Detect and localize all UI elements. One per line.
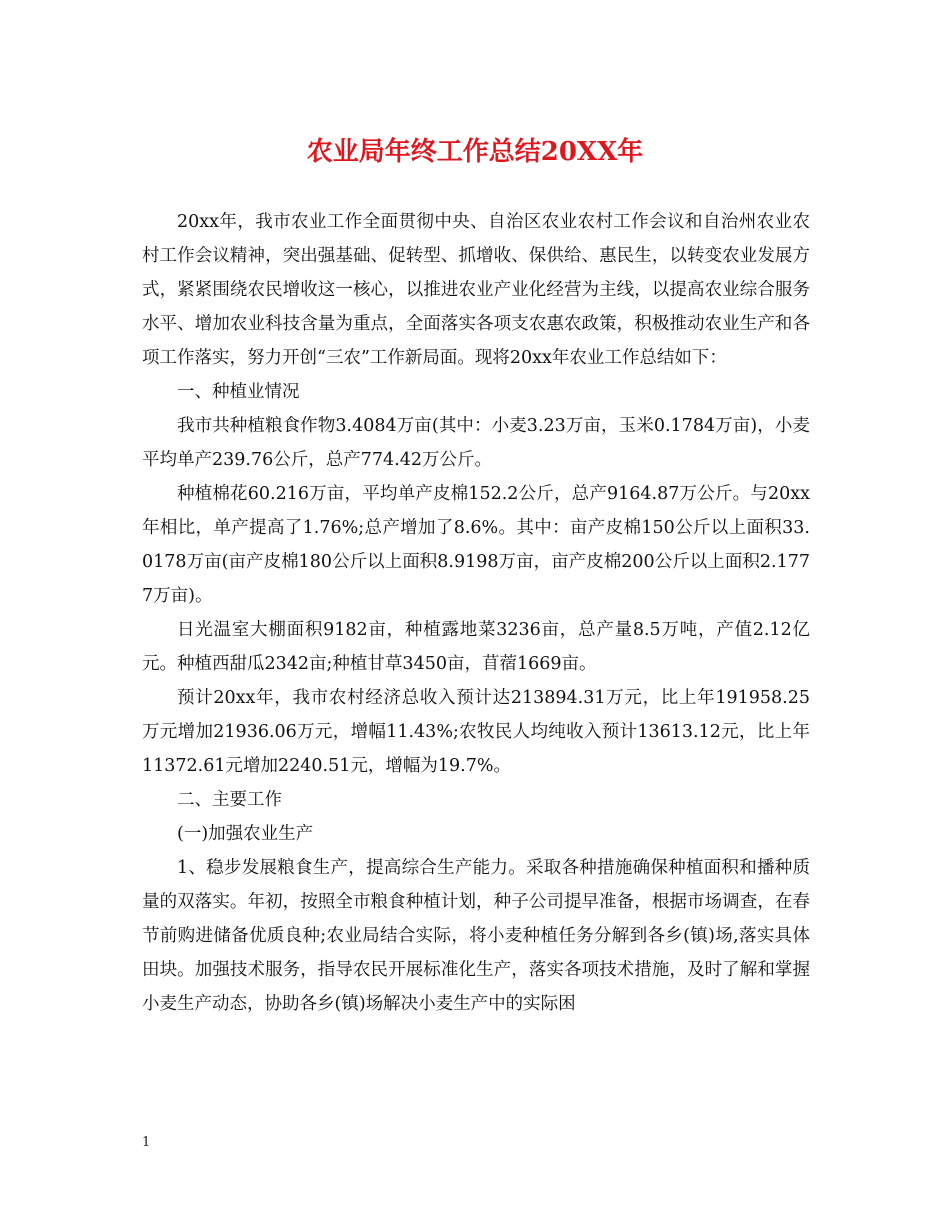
cotton-paragraph: 种植棉花60.216万亩，平均单产皮棉152.2公斤，总产9164.87万公斤。与20xx年相比，单产提高了1.76%;总产增加了8.6%。其中：亩产皮棉150公斤以上面积33.0178万亩(亩产皮棉180公斤以上面积8.9198万亩，亩产皮棉200公斤以上面积2.1777万亩)。: [142, 484, 810, 606]
greenhouse-paragraph: 日光温室大棚面积9182亩，种植露地菜3236亩，总产量8.5万吨，产值2.12亿元。种植西甜瓜2342亩;种植甘草3450亩，苜蓿1669亩。: [142, 620, 810, 674]
page-number: 1: [142, 1135, 151, 1150]
intro-paragraph: 20xx年，我市农业工作全面贯彻中央、自治区农业农村工作会议和自治州农业农村工作会议精神，突出强基础、促转型、抓增收、保供给、惠民生，以转变农业发展方式，紧紧围绕农民增收这一核心，以推进农业产业化经营为主线，以提高农业综合服务水平、增加农业科技含量为重点，全面落实各项支农惠农政策，积极推动农业生产和各项工作落实，努力开创“三农”工作新局面。现将20xx年农业工作总结如下：: [142, 212, 810, 368]
grain-production-paragraph: 1、稳步发展粮食生产，提高综合生产能力。采取各种措施确保种植面积和播种质量的双落实。年初，按照全市粮食种植计划，种子公司提早准备，根据市场调查，在春节前购进储备优质良种;农业局结合实际，将小麦种植任务分解到各乡(镇)场,落实具体田块。加强技术服务，指导农民开展标准化生产，落实各项技术措施，及时了解和掌握小麦生产动态，协助各乡(镇)场解决小麦生产中的实际困: [142, 858, 810, 1014]
document-title: 农业局年终工作总结20XX年: [306, 137, 644, 167]
document-body: [142, 205, 810, 1021]
section-heading-main-work: 二、主要工作: [177, 790, 282, 810]
income-paragraph: 预计20xx年，我市农村经济总收入预计达213894.31万元，比上年191958.25万元增加21936.06万元，增幅11.43%;农牧民人均纯收入预计13613.12元，比上年11372.61元增加2240.51元，增幅为19.7%。: [142, 688, 810, 776]
grain-paragraph: 我市共种植粮食作物3.4084万亩(其中：小麦3.23万亩，玉米0.1784万亩)，小麦平均单产239.76公斤，总产774.42万公斤。: [142, 416, 810, 470]
subsection-heading-production: (一)加强农业生产: [177, 824, 314, 844]
section-heading-planting: 一、种植业情况: [177, 382, 300, 402]
